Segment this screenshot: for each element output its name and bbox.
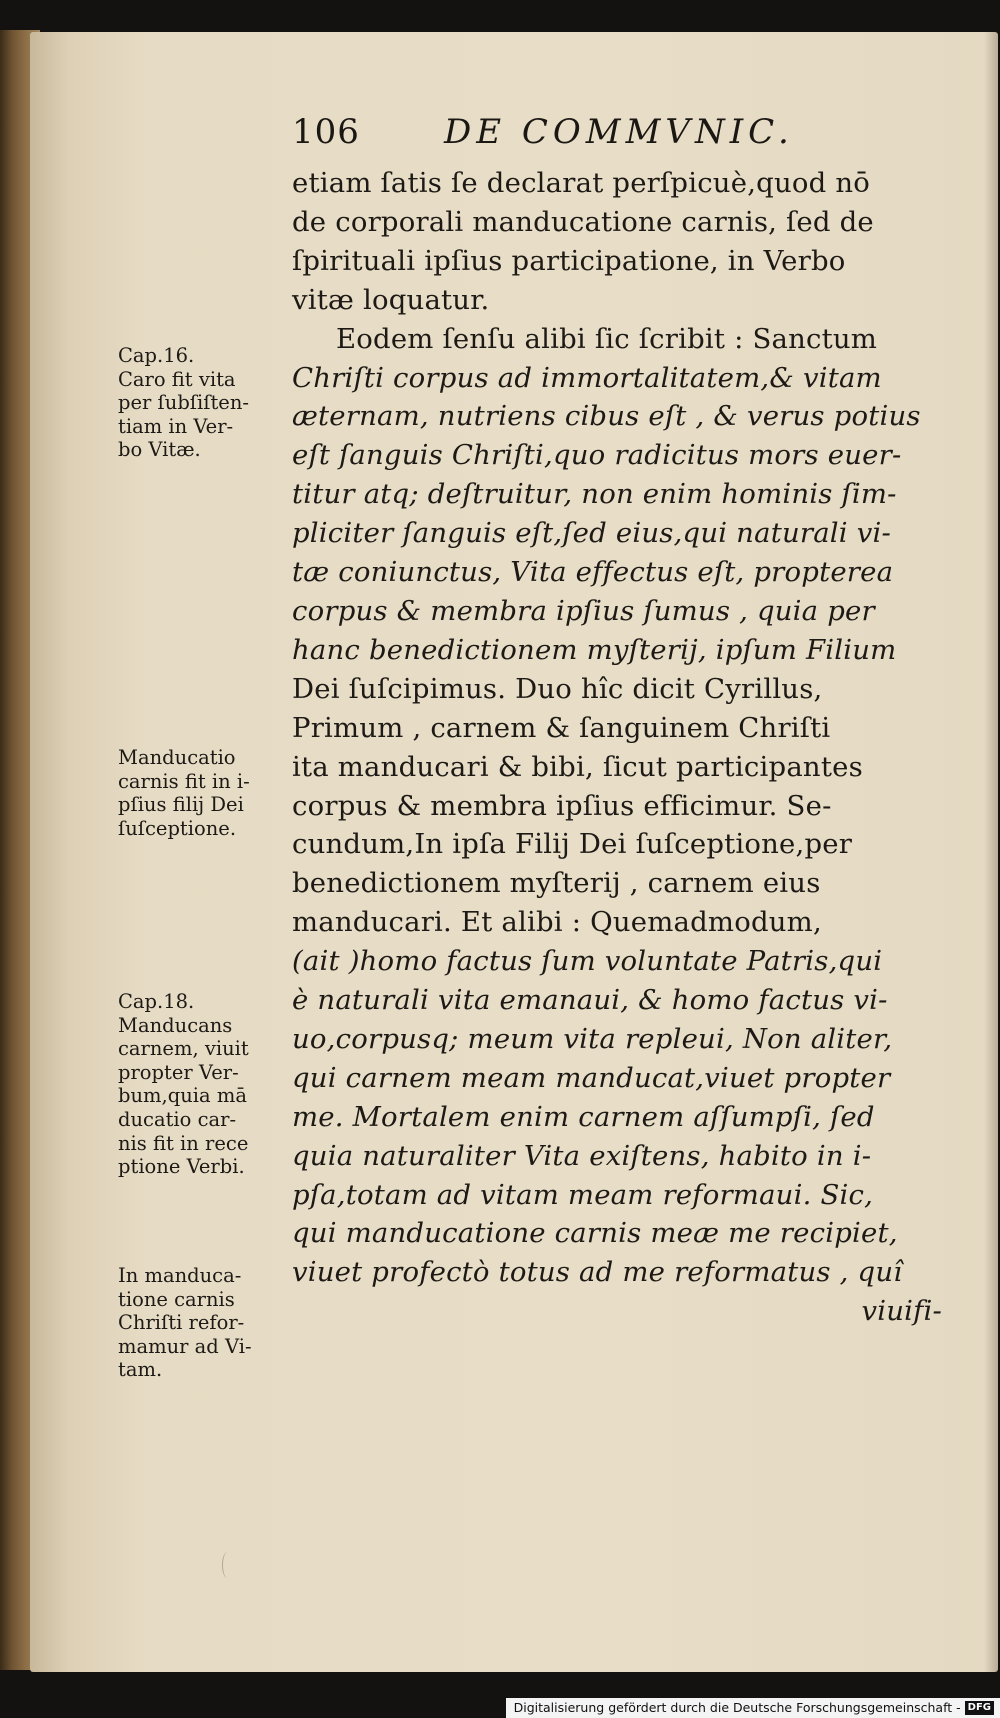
text-line: Chriſti corpus ad immortalitatem,& vitam <box>292 361 882 394</box>
margin-note-line: tiam in Ver- <box>118 414 234 438</box>
text-line: ſpirituali ipſius participatione, in Verbo <box>292 244 846 277</box>
margin-note-line: carnis fit in i- <box>118 769 250 793</box>
dfg-logo-icon: DFG <box>965 1701 994 1715</box>
text-line: viuet profectò totus ad me reformatus , quî <box>292 1256 903 1289</box>
running-head-title: DE COMMVNIC. <box>444 112 794 152</box>
margin-note-line: per ſubſiſten- <box>118 391 249 415</box>
margin-note-cap18 <box>118 990 296 1179</box>
margin-note-line: Cap.18. <box>118 990 195 1013</box>
margin-note-line: tione carnis <box>118 1287 235 1311</box>
margin-note-line: carnem, viuit <box>118 1037 249 1061</box>
margin-note-line: Cap.16. <box>118 344 195 367</box>
text-line: æternam, nutriens cibus eſt , & verus potius <box>292 400 921 433</box>
text-line: eſt ſanguis Chriſti,quo radicitus mors euer- <box>292 439 902 472</box>
text-line: viuifi- <box>861 1295 942 1328</box>
margin-note-line: propter Ver- <box>118 1060 239 1084</box>
text-line: manducari. Et alibi : Quemadmodum, <box>292 906 822 939</box>
margin-note-line: tam. <box>118 1358 163 1382</box>
page-mark <box>222 1552 233 1578</box>
text-line: pliciter ſanguis eſt,ſed eius,qui naturali vi- <box>292 517 891 550</box>
text-line: corpus & membra ipſius efficimur. Se- <box>292 789 832 822</box>
margin-note-line: pſius filij Dei <box>118 793 244 817</box>
margin-note-line: bum,quia mā <box>118 1084 247 1108</box>
margin-note-line: Chriſti refor- <box>118 1311 245 1335</box>
margin-note-line: bo Vitæ. <box>118 438 201 462</box>
margin-note-line: Manducans <box>118 1013 233 1037</box>
text-line: pſa,totam ad vitam meam reformaui. Sic, <box>292 1178 874 1211</box>
text-line: qui manducatione carnis meæ me recipiet, <box>292 1217 898 1250</box>
margin-note-manducatio <box>118 746 296 840</box>
margin-note-line: mamur ad Vi- <box>118 1334 252 1358</box>
text-line: cundum,In ipſa Filij Dei ſuſceptione,per <box>292 828 853 861</box>
text-line: quia naturaliter Vita exiſtens, habito in i- <box>292 1139 872 1172</box>
text-line: vitæ loquatur. <box>292 283 490 316</box>
text-line: me. Mortalem enim carnem aſſumpſi, ſed <box>292 1100 875 1133</box>
text-line: è naturali vita emanaui, & homo factus vi- <box>292 984 888 1017</box>
text-line: corpus & membra ipſius ſumus , quia per <box>292 594 875 627</box>
margin-note-line: In manduca- <box>118 1264 242 1287</box>
text-line: Eodem ſenſu alibi ſic ſcribit : Sanctum <box>336 322 878 355</box>
text-line: de corporali manducatione carnis, ſed de <box>292 205 874 238</box>
text-line: titur atq; deſtruitur, non enim hominis ſim- <box>292 478 897 511</box>
page-number: 106 <box>292 112 360 152</box>
text-line: tæ coniunctus, Vita effectus eſt, propterea <box>292 556 894 589</box>
margin-note-line: ducatio car- <box>118 1107 237 1131</box>
text-line: Primum , carnem & ſanguinem Chriſti <box>292 711 831 744</box>
margin-note-line: Caro fit vita <box>118 367 236 391</box>
margin-note-line: Manducatio <box>118 746 236 769</box>
digitization-footer <box>506 1698 1000 1718</box>
text-line: ita manducari & bibi, ſicut participantes <box>292 750 863 783</box>
margin-note-line: ſuſceptione. <box>118 816 237 840</box>
running-head <box>292 112 872 156</box>
text-line: hanc benedictionem myſterij, ipſum Filium <box>292 633 897 666</box>
margin-note-reformamur <box>118 1264 296 1382</box>
footer-text: Digitalisierung gefördert durch die Deutsche Forschungsgemeinschaft - <box>513 1700 961 1715</box>
text-line: uo,corpusq; meum vita repleui, Non aliter, <box>292 1022 893 1055</box>
text-line: qui carnem meam manducat,viuet propter <box>292 1061 891 1094</box>
margin-note-cap16 <box>118 344 296 462</box>
body-text <box>292 164 942 1331</box>
text-line: (ait )homo factus ſum voluntate Patris,qui <box>292 945 883 978</box>
text-line: benedictionem myſterij , carnem eius <box>292 867 821 900</box>
margin-note-line: nis fit in rece <box>118 1131 249 1155</box>
text-line: Dei ſuſcipimus. Duo hîc dicit Cyrillus, <box>292 672 823 705</box>
margin-note-line: ptione Verbi. <box>118 1155 245 1179</box>
text-line: etiam ſatis ſe declarat perſpicuè,quod nō <box>292 167 871 199</box>
